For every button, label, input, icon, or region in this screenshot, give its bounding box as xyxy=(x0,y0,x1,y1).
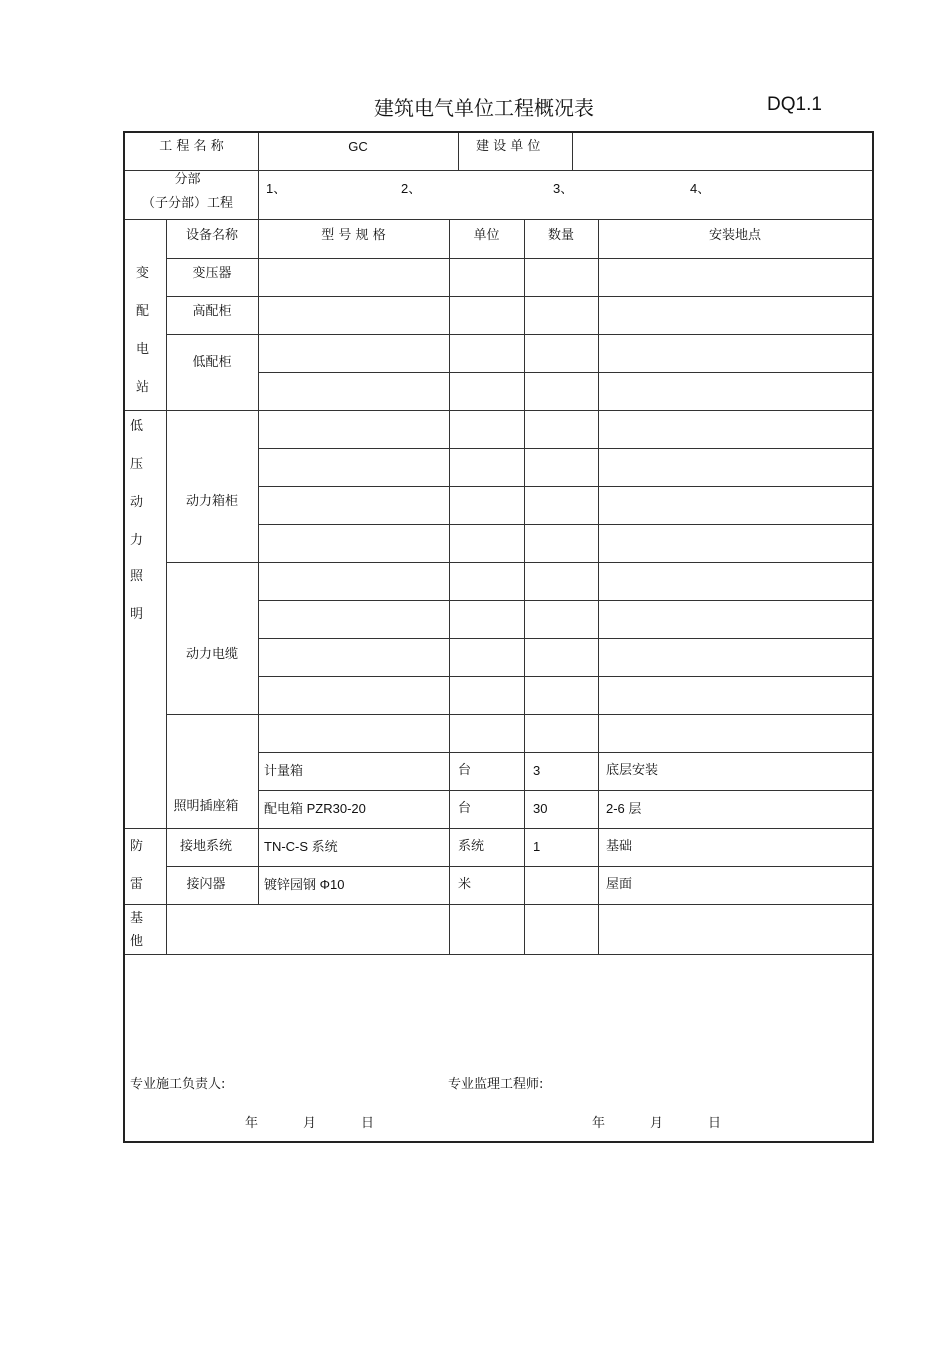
col-header-unit: 单位 xyxy=(473,228,500,243)
cell-qty: 3 xyxy=(533,763,541,778)
cell-unit: 米 xyxy=(458,877,472,892)
section-substation-char: 变 xyxy=(136,266,150,281)
section-lightning-char: 防 xyxy=(130,839,144,854)
section-other-char: 基 xyxy=(130,911,144,926)
col-divider xyxy=(449,219,450,954)
row-divider xyxy=(258,752,872,753)
cell-qty: 1 xyxy=(533,839,541,854)
section-lowvoltage-char: 低 xyxy=(130,419,144,434)
section-lowvoltage-char: 力 xyxy=(130,533,144,548)
cell-location: 底层安装 xyxy=(606,763,659,778)
section-lightning-char: 雷 xyxy=(130,877,144,892)
row-divider xyxy=(258,372,872,373)
supervisor-label: 专业监理工程师: xyxy=(448,1077,544,1092)
section-lowvoltage-char: 压 xyxy=(130,457,144,472)
device-lighting-box: 照明插座箱 xyxy=(173,799,239,814)
row-divider xyxy=(166,334,872,335)
row-divider xyxy=(125,954,872,955)
device-power-cable: 动力电缆 xyxy=(185,647,238,662)
section-lowvoltage-char: 明 xyxy=(130,607,144,622)
date-day: 日 xyxy=(708,1116,722,1131)
col-header-location: 安装地点 xyxy=(708,228,761,243)
row-divider xyxy=(166,866,872,867)
row-divider xyxy=(258,448,872,449)
date-day: 日 xyxy=(361,1116,375,1131)
row-divider xyxy=(258,524,872,525)
subproject-label: 分部 xyxy=(174,172,201,187)
builder-label: 建 设 单 位 xyxy=(476,139,541,154)
cell-location: 屋面 xyxy=(606,877,633,892)
device-lightning-rod: 接闪器 xyxy=(186,877,226,892)
subproject-item: 3、 xyxy=(553,181,574,196)
section-substation-char: 配 xyxy=(136,304,150,319)
form-title: 建筑电气单位工程概况表 xyxy=(374,96,594,120)
row-divider xyxy=(125,904,872,905)
cell-location: 2-6 层 xyxy=(606,801,642,816)
section-substation-char: 电 xyxy=(136,342,150,357)
row-divider xyxy=(125,219,872,220)
row-divider xyxy=(258,486,872,487)
subproject-item: 4、 xyxy=(690,181,711,196)
cell-model: 计量箱 xyxy=(264,763,304,778)
cell-unit: 台 xyxy=(458,801,472,816)
subproject-item: 1、 xyxy=(266,181,287,196)
row-divider xyxy=(258,790,872,791)
project-name-value: GC xyxy=(348,139,368,154)
construction-lead-label: 专业施工负责人: xyxy=(130,1077,226,1092)
col-divider xyxy=(572,133,573,170)
date-year: 年 xyxy=(245,1116,259,1131)
cell-location: 基础 xyxy=(606,839,633,854)
col-divider xyxy=(458,133,459,170)
section-substation-char: 站 xyxy=(136,380,150,395)
cell-model: 配电箱 PZR30-20 xyxy=(264,801,366,816)
col-divider xyxy=(258,219,259,904)
row-divider xyxy=(166,714,872,715)
col-divider xyxy=(258,170,259,219)
row-divider xyxy=(125,828,872,829)
cell-model: 镀锌园钢 Φ10 xyxy=(264,877,345,892)
device-grounding: 接地系统 xyxy=(179,839,232,854)
project-name-label: 工 程 名 称 xyxy=(159,139,224,154)
row-divider xyxy=(258,638,872,639)
col-divider xyxy=(598,219,599,954)
subproject-item: 2、 xyxy=(401,181,422,196)
cell-unit: 台 xyxy=(458,763,472,778)
col-header-qty: 数量 xyxy=(547,228,574,243)
row-divider xyxy=(258,676,872,677)
col-header-device: 设备名称 xyxy=(185,228,238,243)
row-divider xyxy=(258,600,872,601)
form-code: DQ1.1 xyxy=(767,94,822,115)
date-year: 年 xyxy=(592,1116,606,1131)
row-divider xyxy=(125,170,872,171)
overview-table xyxy=(123,131,874,1143)
cell-unit: 系统 xyxy=(458,839,485,854)
device-transformer: 变压器 xyxy=(192,266,232,281)
subproject-label: （子分部）工程 xyxy=(141,196,233,211)
section-lowvoltage-char: 照 xyxy=(130,569,144,584)
date-month: 月 xyxy=(650,1116,664,1131)
row-divider xyxy=(166,296,872,297)
row-divider xyxy=(166,562,872,563)
section-other-char: 他 xyxy=(130,934,144,949)
date-month: 月 xyxy=(303,1116,317,1131)
device-hv-cabinet: 高配柜 xyxy=(192,304,232,319)
row-divider xyxy=(166,258,872,259)
col-header-model: 型 号 规 格 xyxy=(321,228,386,243)
section-lowvoltage-char: 动 xyxy=(130,495,144,510)
row-divider xyxy=(125,410,872,411)
device-power-box: 动力箱柜 xyxy=(185,494,238,509)
cell-model: TN-C-S 系统 xyxy=(264,839,338,854)
col-divider xyxy=(166,904,167,954)
col-divider xyxy=(524,219,525,954)
cell-qty: 30 xyxy=(533,801,548,816)
device-lv-cabinet: 低配柜 xyxy=(192,355,232,370)
